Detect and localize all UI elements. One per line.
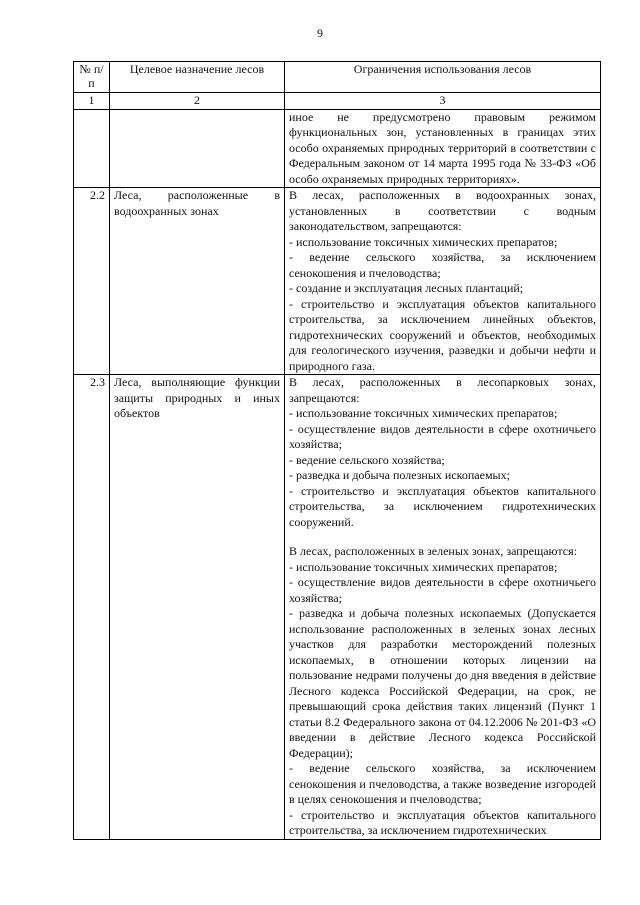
row-number: 2.2 — [74, 188, 110, 375]
header-purpose: Целевое назначение лесов — [110, 62, 285, 93]
column-number-2: 2 — [110, 93, 285, 110]
row-restrictions — [285, 375, 601, 840]
table-header-row — [74, 62, 601, 93]
row-purpose — [110, 109, 285, 188]
restriction-line: - строительство и эксплуатация объектов капитального строительства, за исключением гидротехнических — [289, 807, 596, 837]
restriction-line: - осуществление видов деятельности в сфере охотничьего хозяйства; — [289, 575, 596, 605]
row-number — [74, 109, 110, 188]
restriction-line: - использование токсичных химических препаратов; — [289, 234, 558, 249]
header-restrictions: Ограничения использования лесов — [285, 62, 601, 93]
paragraph-gap — [289, 530, 596, 544]
restriction-line: - строительство и эксплуатация объектов капитального строительства, за исключением линейных объектов, гидротехнических сооружений и объектов, необходимых для геологического изучения, разведки и добычи нефти и природного газа. — [289, 296, 596, 373]
restriction-line: - использование токсичных химических препаратов; — [289, 406, 558, 420]
row-purpose: Леса, выполняющие функции защиты природных и иных объектов — [110, 375, 285, 840]
restriction-line: - строительство и эксплуатация объектов капитального строительства, за исключением гидротехнических сооружений. — [289, 483, 596, 529]
restriction-line: - осуществление видов деятельности в сфере охотничьего хозяйства; — [289, 421, 596, 451]
row-restrictions — [285, 188, 601, 375]
table-row — [74, 109, 601, 188]
forest-restrictions-table — [73, 61, 601, 840]
column-number-1: 1 — [74, 93, 110, 110]
column-number-3: 3 — [285, 93, 601, 110]
table-row — [74, 375, 601, 840]
column-number-row — [74, 93, 601, 110]
restriction-line: В лесах, расположенных в водоохранных зонах, установленных в соответствии с водным законодательством, запрещаются: — [289, 188, 596, 233]
restriction-line: В лесах, расположенных в лесопарковых зонах, запрещаются: — [289, 375, 596, 405]
restriction-line: - ведение сельского хозяйства; — [289, 452, 445, 467]
restriction-line: - разведка и добыча полезных ископаемых (Допускается использование расположенных в зеленых зонах лесных участков для разработки месторождений полезных ископаемых, в отношении которых лицензии на пользование недрами получены до дня введения в действие Лесного кодекса Российской Федерации, на срок, не превышающий срока действия таких лицензий (Пункт 1 статьи 8.2 Федерального закона от 04.12.2006 № 201-ФЗ «О введении в действие Лесного кодекса Российской Федерации); — [289, 606, 596, 760]
restriction-line: В лесах, расположенных в зеленых зонах, запрещаются: — [289, 544, 577, 558]
restriction-line: - создание и эксплуатация лесных плантаций; — [289, 281, 524, 295]
restriction-line: - ведение сельского хозяйства, за исключением сенокошения и пчеловодства; — [289, 250, 596, 280]
row-number: 2.3 — [74, 375, 110, 840]
header-number: № п/п — [74, 62, 110, 93]
restriction-line: - ведение сельского хозяйства, за исключением сенокошения и пчеловодства, а также возведение изгородей в целях сенокошения и пчеловодства; — [289, 761, 596, 806]
table-row — [74, 188, 601, 375]
restriction-line: иное не предусмотрено правовым режимом функциональных зон, установленных в границах этих особо охраняемых природных территорий в соответствии с Федеральным законом от 14 марта 1995 года № 33-ФЗ «Об особо охраняемых природных территориях». — [289, 109, 596, 186]
row-restrictions — [285, 109, 601, 188]
page-number: 9 — [317, 26, 323, 40]
restriction-line: - разведка и добыча полезных ископаемых; — [289, 468, 510, 482]
restriction-line: - использование токсичных химических препаратов; — [289, 559, 558, 574]
row-purpose: Леса, расположенные в водоохранных зонах — [110, 188, 285, 375]
